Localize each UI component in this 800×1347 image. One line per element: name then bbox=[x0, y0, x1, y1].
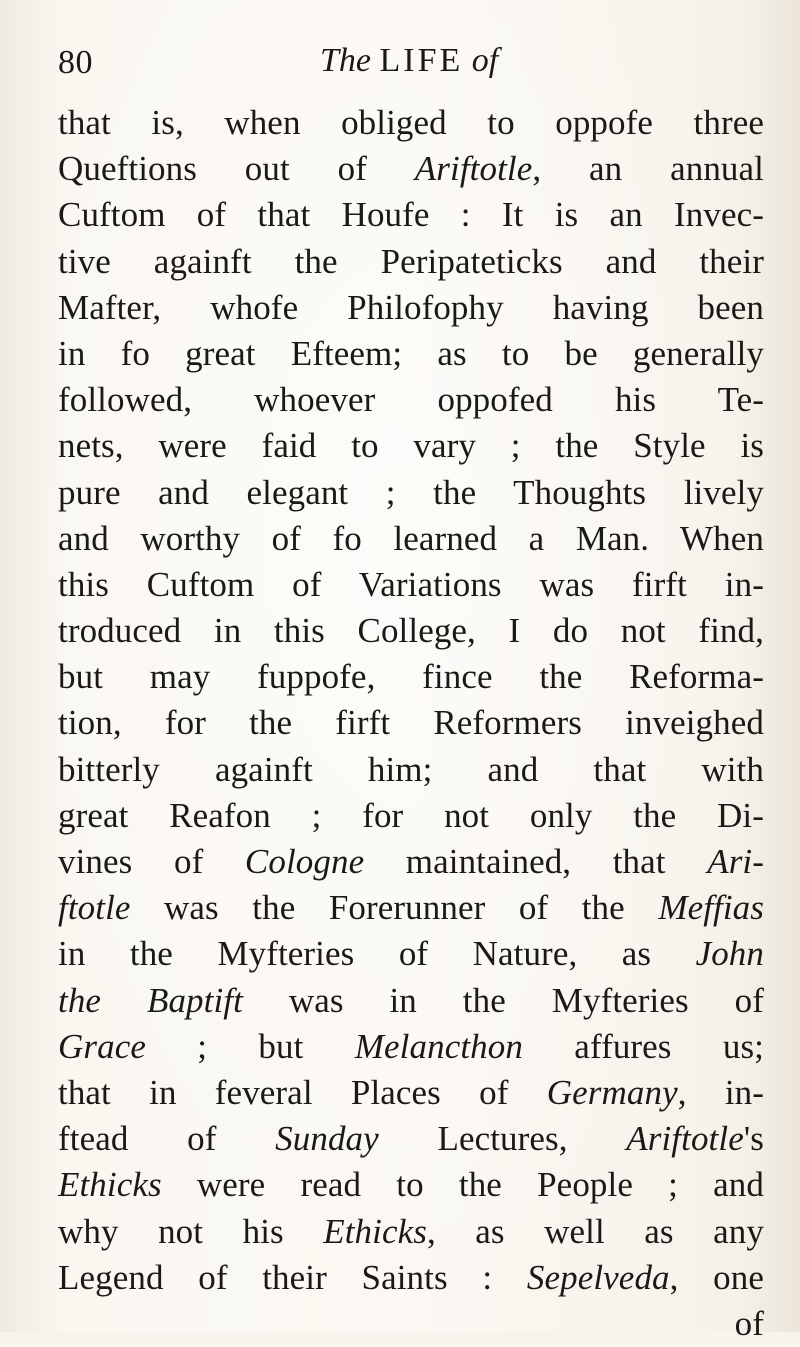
text-line bbox=[58, 931, 764, 977]
text-run: affures us; bbox=[522, 1026, 764, 1066]
text-run: troduced in this College, I do not find, bbox=[58, 611, 764, 651]
text-run: 's bbox=[743, 1119, 764, 1159]
text-run: in the Myfteries of Nature, as bbox=[58, 934, 696, 974]
italic-run: Ariftotle bbox=[626, 1119, 744, 1159]
text-run: Queftions out of bbox=[58, 149, 415, 189]
text-run: Mafter, whofe Philofophy having been bbox=[58, 287, 764, 327]
text-line bbox=[58, 700, 764, 746]
italic-run: John bbox=[695, 934, 764, 974]
italic-run: Sunday bbox=[275, 1119, 379, 1159]
italic-run: Meffias bbox=[658, 888, 764, 928]
text-line bbox=[58, 793, 764, 839]
text-line bbox=[58, 377, 764, 423]
text-line bbox=[58, 100, 764, 146]
italic-run: Melancthon bbox=[354, 1026, 523, 1066]
text-run: , as well as any bbox=[426, 1211, 764, 1251]
italic-run: Ari- bbox=[707, 842, 764, 881]
text-line bbox=[58, 654, 764, 700]
italic-run: the Baptift bbox=[58, 980, 243, 1020]
text-line bbox=[58, 1162, 764, 1208]
italic-run: Ethicks bbox=[58, 1165, 162, 1205]
text-line bbox=[58, 239, 764, 285]
running-title-life: LIFE bbox=[379, 42, 464, 79]
text-run: was the Forerunner of the bbox=[130, 888, 659, 928]
text-run: , in- bbox=[677, 1072, 764, 1112]
text-run: Lectures, bbox=[378, 1119, 627, 1159]
text-line bbox=[58, 885, 764, 931]
catchword: of bbox=[734, 1303, 764, 1343]
text-run: pure and elegant ; the Thoughts lively bbox=[58, 472, 764, 512]
text-run: that in feveral Places of bbox=[58, 1072, 547, 1112]
text-line bbox=[58, 470, 764, 516]
text-line bbox=[58, 285, 764, 331]
running-title-the: The bbox=[320, 42, 371, 79]
text-line bbox=[58, 1024, 764, 1070]
text-run: and worthy of fo learned a Man. When bbox=[58, 518, 764, 558]
text-line bbox=[58, 1070, 764, 1116]
body-text bbox=[58, 100, 764, 1347]
text-line bbox=[58, 978, 764, 1024]
text-run: , one bbox=[669, 1257, 764, 1297]
text-line bbox=[58, 747, 764, 793]
text-run: Cuftom of that Houfe : It is an Invec- bbox=[58, 195, 764, 235]
text-run: in fo great Efteem; as to be generally bbox=[58, 333, 764, 373]
text-run: bitterly againft him; and that with bbox=[58, 749, 764, 789]
italic-run: Grace bbox=[58, 1026, 146, 1066]
text-line bbox=[58, 839, 764, 885]
text-line bbox=[58, 331, 764, 377]
text-run: nets, were faid to vary ; the Style is bbox=[58, 426, 764, 466]
text-run: was in the Myfteries of bbox=[242, 980, 764, 1020]
text-run: but may fuppofe, fince the Reforma- bbox=[58, 657, 764, 697]
italic-run: Germany bbox=[546, 1072, 678, 1112]
text-line bbox=[58, 1116, 764, 1162]
running-head bbox=[58, 38, 698, 94]
text-line bbox=[58, 146, 764, 192]
text-run: ; but bbox=[145, 1026, 355, 1066]
text-run: Legend of their Saints : bbox=[58, 1257, 527, 1297]
text-line bbox=[58, 1209, 764, 1255]
text-run: tive againft the Peripateticks and their bbox=[58, 241, 764, 281]
running-title-of: of bbox=[471, 42, 499, 79]
text-line bbox=[58, 608, 764, 654]
text-run: why not his bbox=[58, 1211, 324, 1251]
italic-run: Ethicks bbox=[323, 1211, 427, 1251]
text-line bbox=[58, 423, 764, 469]
text-run: followed, whoever oppofed his Te- bbox=[58, 380, 764, 420]
text-line bbox=[58, 516, 764, 562]
text-run: that is, when obliged to oppofe three bbox=[58, 103, 764, 142]
text-run: tion, for the firft Reformers inveighed bbox=[58, 703, 764, 743]
italic-run: Cologne bbox=[244, 842, 365, 881]
text-run: maintained, that bbox=[364, 842, 708, 881]
italic-run: Ariftotle bbox=[414, 149, 533, 189]
text-line bbox=[58, 1255, 764, 1301]
text-run: vines of bbox=[58, 842, 245, 881]
italic-run: ftotle bbox=[58, 888, 131, 928]
text-line bbox=[58, 192, 764, 238]
text-run: great Reafon ; for not only the Di- bbox=[58, 795, 764, 835]
running-title bbox=[320, 42, 498, 80]
text-run: this Cuftom of Variations was firft in- bbox=[58, 564, 764, 604]
text-run: were read to the People ; and bbox=[161, 1165, 764, 1205]
page-number: 80 bbox=[58, 44, 93, 81]
text-run: ftead of bbox=[58, 1119, 276, 1159]
text-line bbox=[58, 562, 764, 608]
text-run: , an annual bbox=[532, 149, 764, 189]
italic-run: Sepelveda bbox=[526, 1257, 670, 1297]
